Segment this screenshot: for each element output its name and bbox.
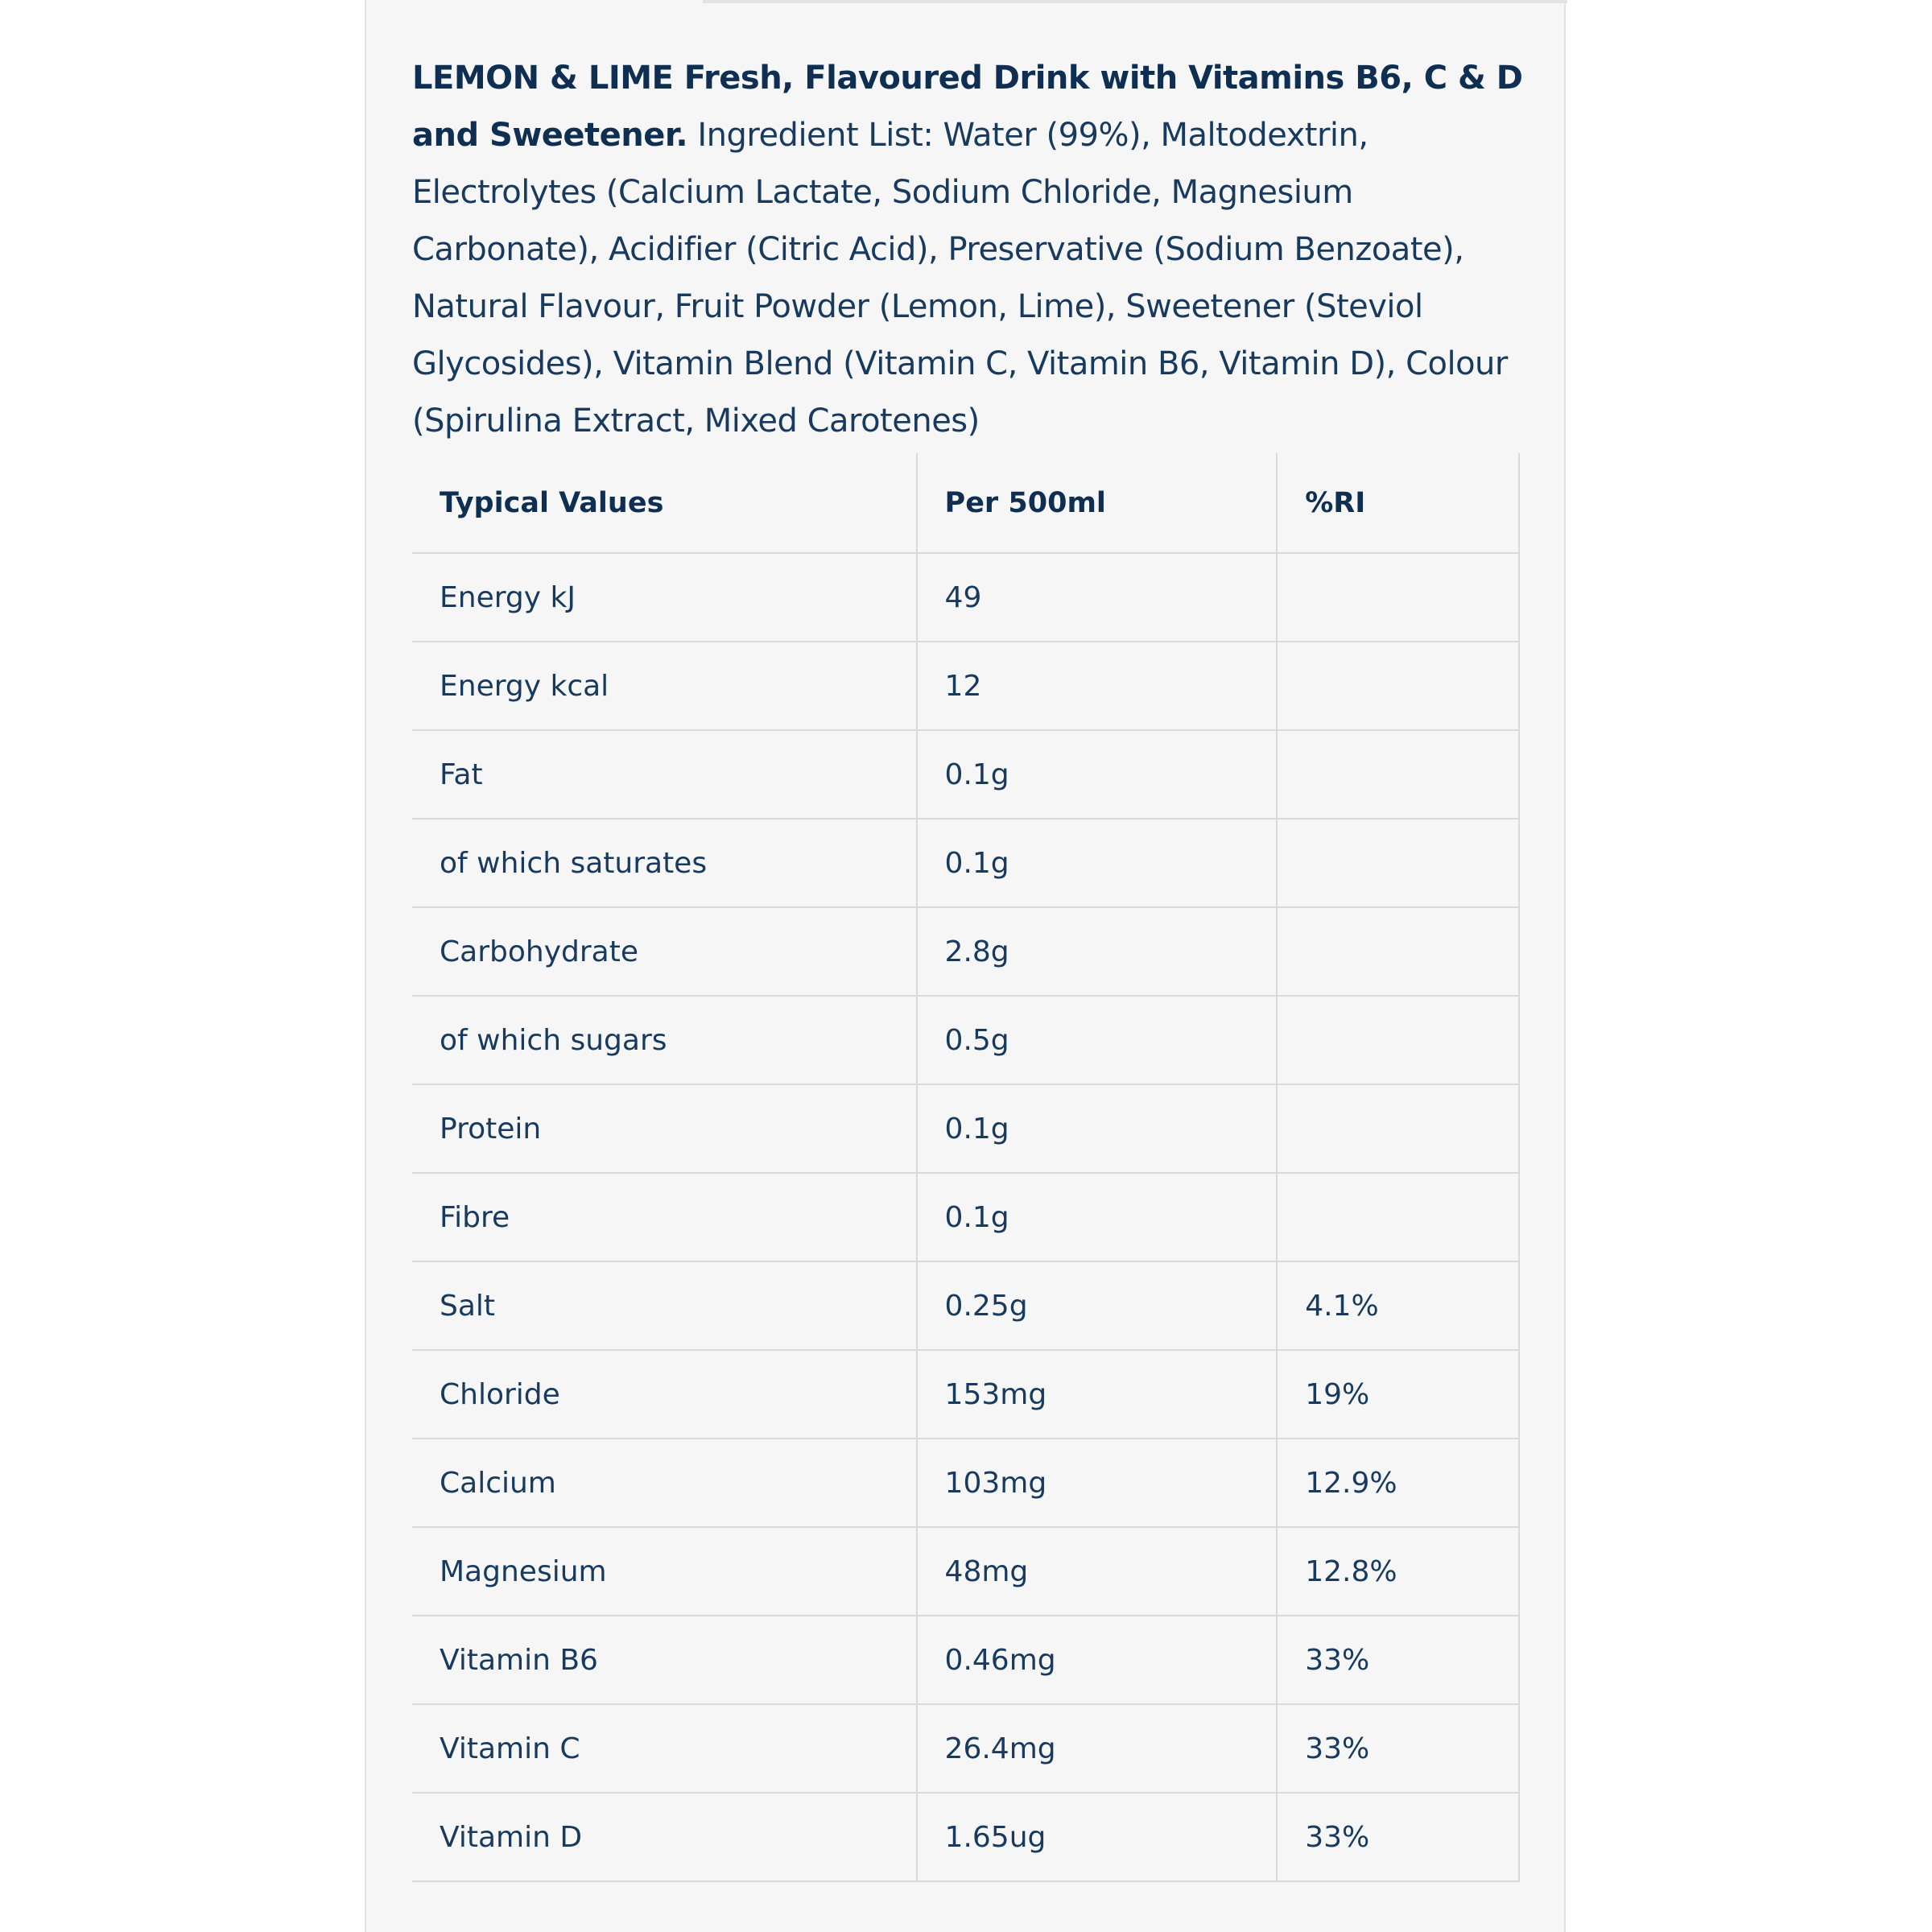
percent-ri-value xyxy=(1277,1084,1519,1173)
product-title: LEMON & LIME Fresh, Flavoured Drink with Vitamins B6, C & D and Sweetener. xyxy=(412,60,1523,154)
per-500ml-value: 0.1g xyxy=(917,730,1278,819)
nutrient-name: Fibre xyxy=(412,1173,917,1261)
nutrient-name: Protein xyxy=(412,1084,917,1173)
per-500ml-value: 0.5g xyxy=(917,996,1278,1084)
panel-content xyxy=(412,50,1523,1882)
nutrition-panel xyxy=(365,0,1566,1932)
table-row xyxy=(412,1439,1519,1527)
percent-ri-value: 33% xyxy=(1277,1793,1519,1881)
ingredient-list: Ingredient List: Water (99%), Maltodextrin, Electrolytes (Calcium Lactate, Sodium Chloride, Magnesium Carbonate), Acidifier (Citric Acid), Preservative (Sodium Benzoate), Natural Flavour, Fruit Powder (Lemon, Lime), Sweetener (Steviol Glycosides), Vitamin Blend (Vitamin C, Vitamin B6, Vitamin D), Colour (Spirulina Extract, Mixed Carotenes) xyxy=(412,117,1508,440)
table-row xyxy=(412,1350,1519,1439)
per-500ml-value: 49 xyxy=(917,553,1278,642)
table-row xyxy=(412,1261,1519,1350)
nutrient-name: of which sugars xyxy=(412,996,917,1084)
percent-ri-value: 4.1% xyxy=(1277,1261,1519,1350)
percent-ri-value xyxy=(1277,1173,1519,1261)
percent-ri-value xyxy=(1277,819,1519,907)
table-row xyxy=(412,1527,1519,1616)
nutrient-name: Carbohydrate xyxy=(412,907,917,996)
table-row xyxy=(412,1616,1519,1704)
per-500ml-value: 1.65ug xyxy=(917,1793,1278,1881)
table-row xyxy=(412,1793,1519,1881)
nutrient-name: Vitamin B6 xyxy=(412,1616,917,1704)
per-500ml-value: 0.25g xyxy=(917,1261,1278,1350)
nutrient-name: Magnesium xyxy=(412,1527,917,1616)
per-500ml-value: 48mg xyxy=(917,1527,1278,1616)
product-description xyxy=(412,50,1523,450)
nutrient-name: Salt xyxy=(412,1261,917,1350)
table-row xyxy=(412,730,1519,819)
percent-ri-value xyxy=(1277,996,1519,1084)
table-body xyxy=(412,553,1519,1881)
per-500ml-value: 26.4mg xyxy=(917,1704,1278,1793)
percent-ri-value: 12.9% xyxy=(1277,1439,1519,1527)
per-500ml-value: 0.1g xyxy=(917,1084,1278,1173)
percent-ri-value xyxy=(1277,642,1519,730)
percent-ri-value: 12.8% xyxy=(1277,1527,1519,1616)
nutrient-name: Energy kJ xyxy=(412,553,917,642)
nutrition-table xyxy=(412,453,1520,1882)
percent-ri-value: 33% xyxy=(1277,1616,1519,1704)
per-500ml-value: 0.1g xyxy=(917,819,1278,907)
nutrient-name: Vitamin C xyxy=(412,1704,917,1793)
percent-ri-value xyxy=(1277,730,1519,819)
table-row xyxy=(412,907,1519,996)
table-header-row xyxy=(412,453,1519,553)
percent-ri-value: 19% xyxy=(1277,1350,1519,1439)
percent-ri-value xyxy=(1277,907,1519,996)
nutrient-name: Energy kcal xyxy=(412,642,917,730)
table-row xyxy=(412,1084,1519,1173)
nutrient-name: Chloride xyxy=(412,1350,917,1439)
percent-ri-value xyxy=(1277,553,1519,642)
per-500ml-value: 2.8g xyxy=(917,907,1278,996)
table-row xyxy=(412,553,1519,642)
header-percent-ri: %RI xyxy=(1277,453,1519,553)
table-row xyxy=(412,819,1519,907)
per-500ml-value: 12 xyxy=(917,642,1278,730)
table-row xyxy=(412,996,1519,1084)
nutrient-name: Vitamin D xyxy=(412,1793,917,1881)
nutrient-name: Fat xyxy=(412,730,917,819)
table-row xyxy=(412,1704,1519,1793)
percent-ri-value: 33% xyxy=(1277,1704,1519,1793)
header-typical-values: Typical Values xyxy=(412,453,917,553)
table-row xyxy=(412,1173,1519,1261)
per-500ml-value: 153mg xyxy=(917,1350,1278,1439)
nutrient-name: of which saturates xyxy=(412,819,917,907)
per-500ml-value: 103mg xyxy=(917,1439,1278,1527)
header-per-500ml: Per 500ml xyxy=(917,453,1278,553)
nutrient-name: Calcium xyxy=(412,1439,917,1527)
per-500ml-value: 0.46mg xyxy=(917,1616,1278,1704)
panel-top-divider xyxy=(703,0,1567,3)
per-500ml-value: 0.1g xyxy=(917,1173,1278,1261)
table-row xyxy=(412,642,1519,730)
